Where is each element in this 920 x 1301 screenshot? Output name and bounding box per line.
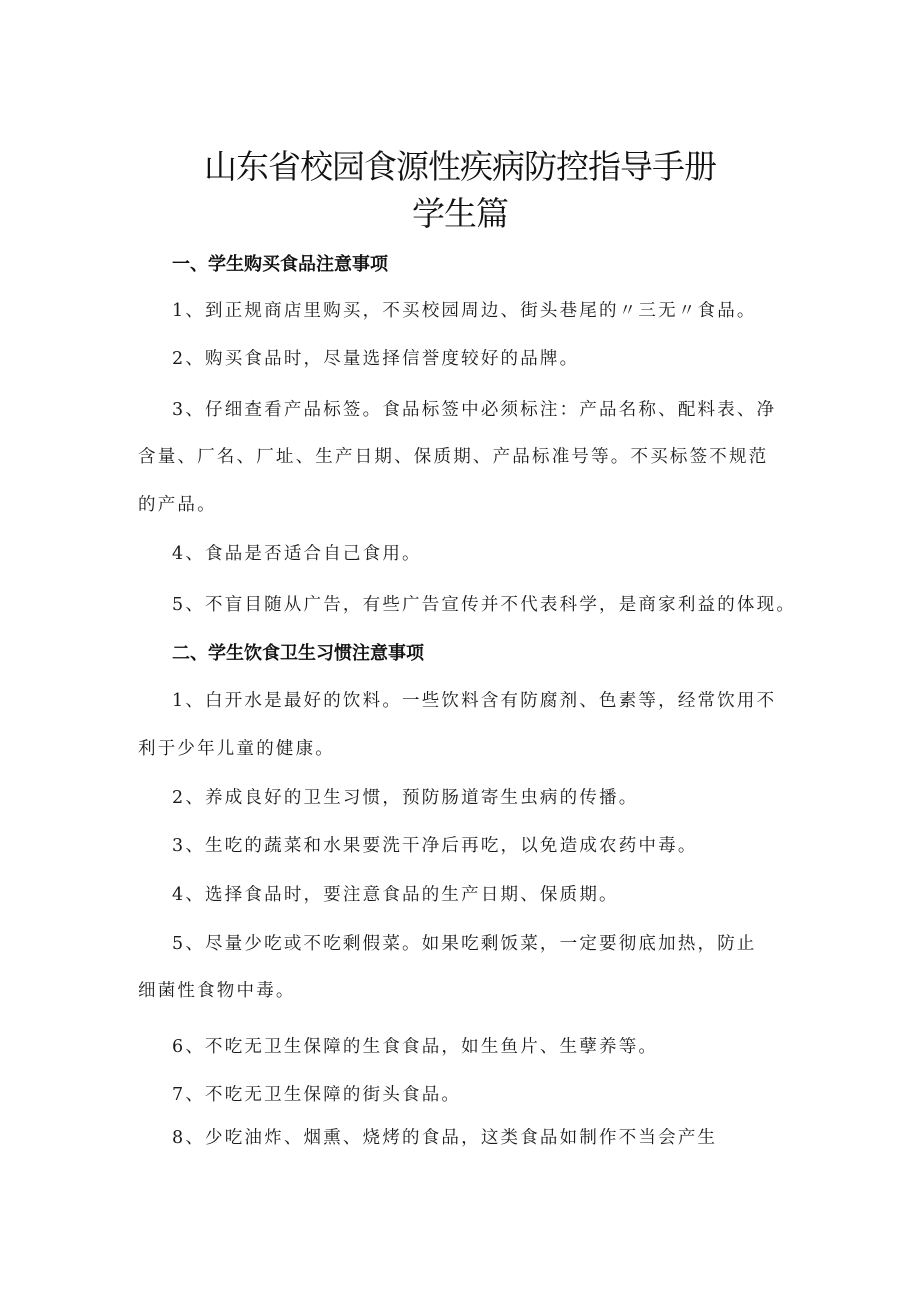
paragraph-line: 6、不吃无卫生保障的生食食品，如生鱼片、生孽养等。 [172,1037,659,1057]
section-heading-2: 二、学生饮食卫生习惯注意事项 [172,643,424,664]
paragraph-line: 4、选择食品时，要注意食品的生产日期、保质期。 [172,885,619,905]
paragraph-line: 2、购买食品时，尽量选择信誉度较好的品牌。 [172,349,580,369]
section-heading-1: 一、学生购买食品注意事项 [172,254,388,275]
paragraph-line: 的产品。 [138,495,217,515]
document-subtitle: 学生篇 [412,194,508,233]
paragraph-line: 5、不盲目随从广告，有些广告宣传并不代表科学，是商家利益的体现。 [172,595,797,615]
paragraph-line: 细菌性食物中毒。 [138,981,296,1001]
paragraph-line: 利于少年儿童的健康。 [138,739,335,759]
paragraph-line: 5、尽量少吃或不吃剩假菜。如果吃剩饭菜，一定要彻底加热，防止 [172,934,757,954]
paragraph-line: 2、养成良好的卫生习惯，预防肠道寄生虫病的传播。 [172,788,639,808]
paragraph-line: 7、不吃无卫生保障的街头食品。 [172,1085,462,1105]
paragraph-line: 8、少吃油炸、烟熏、烧烤的食品，这类食品如制作不当会产生 [172,1128,718,1148]
paragraph-line: 1、白开水是最好的饮料。一些饮料含有防腐剂、色素等，经常饮用不 [172,691,777,711]
paragraph-line: 3、生吃的蔬菜和水果要洗干净后再吃，以免造成农药中毒。 [172,836,698,856]
paragraph-line: 1、到正规商店里购买，不买校园周边、街头巷尾的〃三无〃食品。 [172,301,757,321]
paragraph-line: 4、食品是否适合自己食用。 [172,544,422,564]
document-title: 山东省校园食源性疾病防控指导手册 [204,147,716,186]
paragraph-line: 3、仔细查看产品标签。食品标签中必须标注：产品名称、配料表、净 [172,400,777,420]
paragraph-line: 含量、厂名、厂址、生产日期、保质期、产品标准号等。不买标签不规范 [138,447,769,467]
